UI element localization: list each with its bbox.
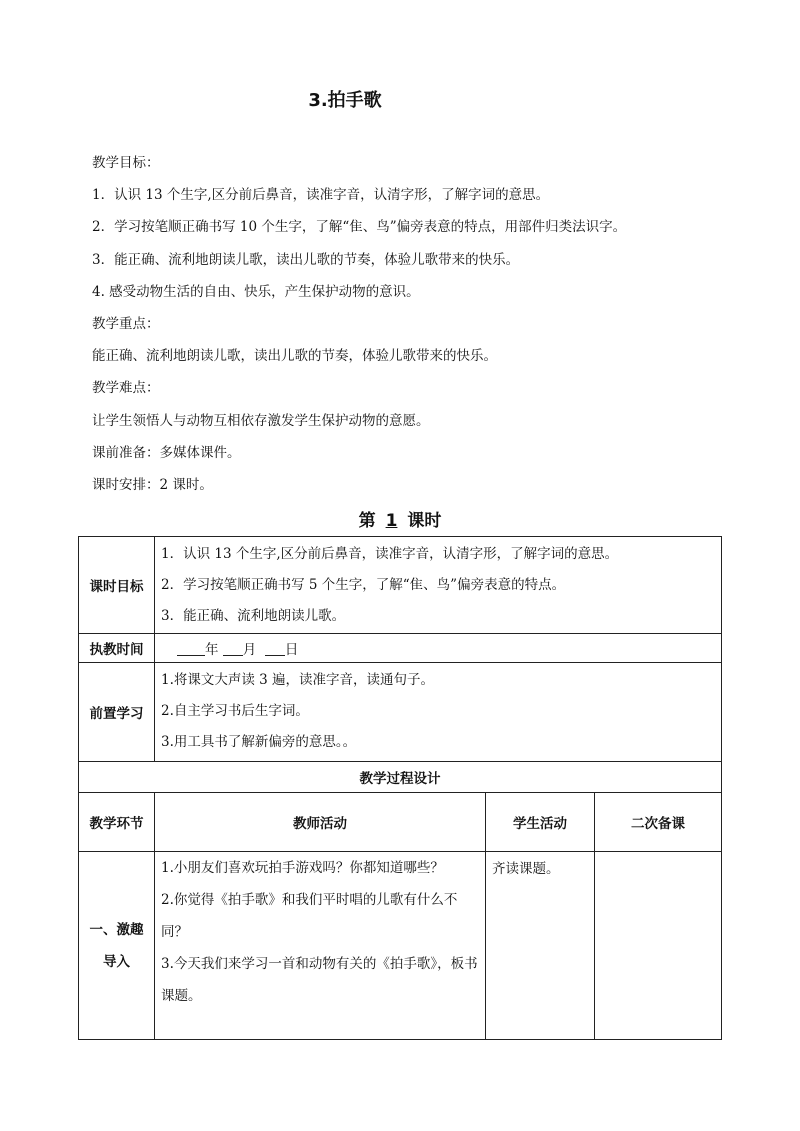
page-title: 3.拍手歌: [308, 90, 382, 111]
teacher-activity-item: 3.今天我们来学习一首和动物有关的《拍手歌》，板书课题。: [161, 956, 478, 1004]
objective-item: 2．学习按笔顺正确书写 5 个生字，了解“隹、鸟”偏旁表意的特点。: [161, 577, 566, 593]
preparation-text: 课前准备：多媒体课件。: [92, 444, 241, 461]
lesson-number: 1: [385, 511, 398, 531]
difficulties-heading: 教学难点：: [92, 380, 160, 397]
teacher-activity-item: 2.你觉得《拍手歌》和我们平时唱的儿歌有什么不同？: [161, 892, 458, 940]
objectives-row: [79, 537, 722, 634]
schedule-text: 课时安排：2 课时。: [92, 476, 213, 493]
objective-item: 1．认识 13 个生字,区分前后鼻音，读准字音，认清字形，了解字词的意思。: [161, 546, 619, 562]
objectives-cell: [155, 537, 722, 634]
day-blank: [265, 641, 285, 656]
preview-item: 3.用工具书了解新偏旁的意思。。: [161, 734, 357, 750]
header-teacher: 教师活动: [155, 793, 486, 852]
year-label: 年: [205, 642, 219, 658]
lesson-suffix: 课时: [407, 511, 442, 531]
preview-cell: [155, 663, 722, 762]
column-header-row: [79, 793, 722, 852]
month-label: 月: [242, 642, 257, 658]
teacher-activity-item: 1.小朋友们喜欢玩拍手游戏吗？你都知道哪些？: [161, 860, 444, 876]
preview-row: [79, 663, 722, 762]
objective-item: 1．认识 13 个生字,区分前后鼻音，读准字音，认清字形，了解字词的意思。: [92, 187, 550, 204]
section-label-line: 一、激趣: [89, 921, 144, 938]
objective-item: 2．学习按笔顺正确书写 10 个生字，了解“隹、鸟”偏旁表意的特点，用部件归类法识字。: [92, 219, 627, 236]
key-points-heading: 教学重点：: [92, 315, 160, 332]
teacher-activity-cell: [155, 852, 486, 1040]
objectives-label: 课时目标: [79, 537, 155, 634]
date-row: [79, 634, 722, 663]
section-row: [79, 852, 722, 1040]
header-stage: 教学环节: [79, 793, 155, 852]
lesson-title: [0, 506, 800, 531]
date-cell: [155, 634, 722, 663]
header-student: 学生活动: [486, 793, 595, 852]
preview-item: 1.将课文大声读 3 遍，读准字音，读通句子。: [161, 672, 435, 688]
header-revision: 二次备课: [595, 793, 722, 852]
section-label-line: 导入: [103, 953, 130, 970]
month-blank: [223, 641, 243, 656]
preview-item: 2.自主学习书后生字词。: [161, 703, 309, 719]
process-title: 教学过程设计: [79, 762, 722, 793]
objective-item: 3．能正确、流利地朗读儿歌。: [161, 608, 346, 624]
key-points-text: 能正确、流利地朗读儿歌，读出儿歌的节奏，体验儿歌带来的快乐。: [92, 348, 497, 365]
day-label: 日: [284, 642, 299, 658]
section-label: [79, 852, 155, 1040]
difficulties-text: 让学生领悟人与动物互相依存激发学生保护动物的意愿。: [92, 412, 430, 429]
objectives-heading: 教学目标：: [92, 155, 160, 171]
preview-label: 前置学习: [79, 663, 155, 762]
revision-cell: [595, 852, 722, 1040]
year-blank: [177, 641, 205, 656]
date-label: 执教时间: [79, 634, 155, 663]
lesson-prefix: 第: [358, 511, 376, 531]
intro-section: [92, 152, 732, 506]
lesson-plan-table: [78, 536, 722, 1040]
student-activity-cell: 齐读课题。: [486, 852, 595, 1040]
objective-item: 4. 感受动物生活的自由、快乐，产生保护动物的意识。: [92, 283, 420, 300]
objective-item: 3．能正确、流利地朗读儿歌，读出儿歌的节奏，体验儿歌带来的快乐。: [92, 251, 520, 268]
process-title-row: [79, 762, 722, 793]
